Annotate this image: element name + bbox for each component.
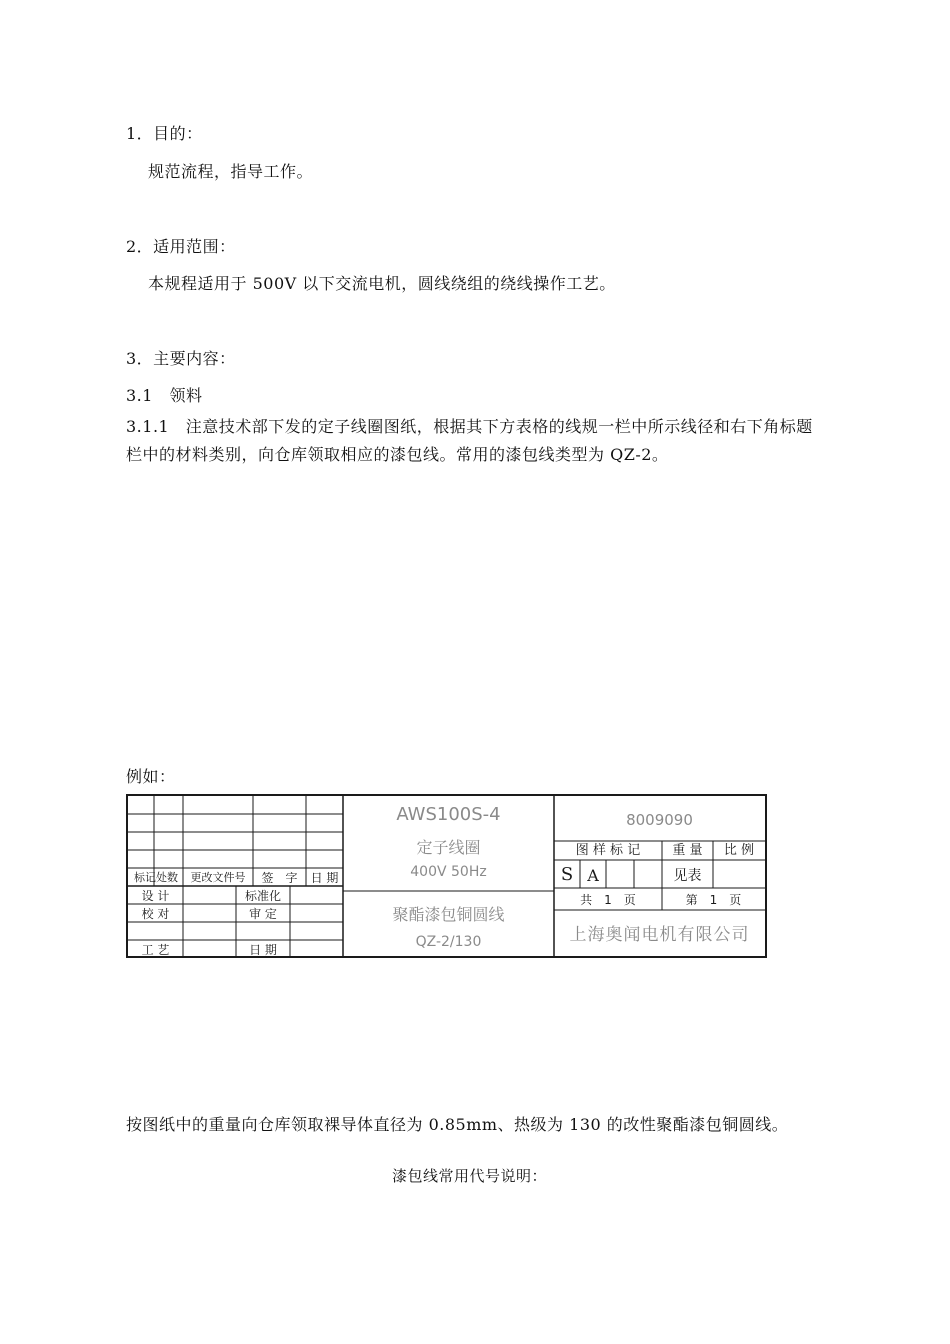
drawing-number: 8009090: [626, 811, 693, 829]
label-date-2: 日 期: [249, 943, 277, 957]
label-sign: 签 字: [261, 871, 298, 885]
label-review: 审 定: [249, 907, 277, 921]
section-2-heading: 2．适用范围：: [126, 237, 236, 256]
section-2-body: 本规程适用于 500V 以下交流电机，圆线绕组的绕线操作工艺。: [148, 274, 616, 293]
mark-a: A: [587, 866, 599, 885]
weight-see-table: 见表: [673, 868, 702, 884]
section-1-body: 规范流程，指导工作。: [148, 162, 314, 181]
model-number: AWS100S-4: [396, 804, 501, 825]
material-code: QZ-2/130: [415, 934, 482, 950]
mark-s: S: [560, 864, 574, 885]
material-name: 聚酯漆包铜圆线: [392, 905, 505, 924]
label-standardization: 标准化: [244, 889, 281, 903]
label-sample-mark: 图 样 标 记: [575, 843, 641, 858]
section-3-1-heading: 3.1 领料: [126, 386, 203, 405]
label-check: 校 对: [141, 907, 170, 921]
rating: 400V 50Hz: [410, 864, 487, 880]
label-process: 工 艺: [141, 943, 170, 957]
label-weight: 重 量: [672, 843, 703, 858]
page-number: 第 1 页: [685, 893, 742, 907]
label-mark-count: 标记处数: [134, 871, 178, 884]
section-1-heading: 1．目的：: [126, 124, 203, 143]
part-name: 定子线圈: [416, 838, 481, 857]
company-name: 上海奥闻电机有限公司: [569, 925, 750, 945]
drawing-title-block: [126, 794, 767, 958]
after-table-paragraph: 按图纸中的重量向仓库领取裸导体直径为 0.85mm、热级为 130 的改性聚酯漆包铜圆线。: [126, 1115, 789, 1134]
section-3-heading: 3．主要内容：: [126, 349, 236, 368]
section-3-1-1-paragraph: 3.1.1 注意技术部下发的定子线圈图纸，根据其下方表格的线规一栏中所示线径和右下角标题栏中的材料类别，向仓库领取相应的漆包线。常用的漆包线类型为 QZ-2。: [126, 417, 813, 464]
example-label: 例如：: [126, 767, 176, 786]
label-scale: 比 例: [723, 843, 755, 858]
total-pages: 共 1 页: [580, 893, 636, 907]
label-date: 日 期: [310, 871, 339, 885]
enameled-wire-code-caption: 漆包线常用代号说明：: [392, 1167, 548, 1185]
label-design: 设 计: [141, 889, 170, 903]
label-change-doc: 更改文件号: [190, 871, 246, 884]
